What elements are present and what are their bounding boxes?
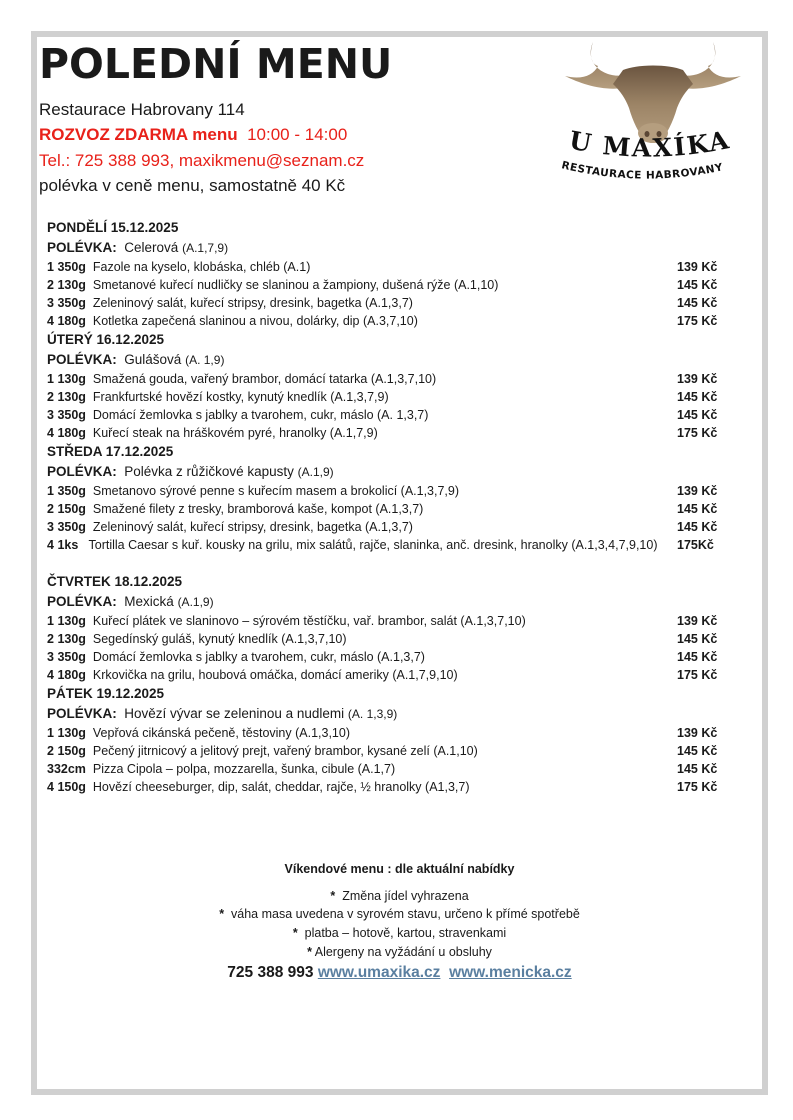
item-price: 145 Kč bbox=[677, 296, 718, 310]
item-price: 145 Kč bbox=[677, 744, 718, 758]
item-description: Kuřecí plátek ve slaninovo – sýrovém těstíčku, vař. brambor, salát (A.1,3,7,10) bbox=[92, 614, 526, 628]
item-description: Vepřová cikánská pečeně, těstoviny (A.1,3,10) bbox=[92, 726, 350, 740]
soup-name: Mexická bbox=[124, 594, 174, 609]
restaurant-address: Restaurace Habrovany 114 bbox=[39, 100, 245, 119]
item-number: 1 bbox=[47, 260, 54, 274]
item-number: 3 bbox=[47, 520, 54, 534]
item-price: 175 Kč bbox=[677, 780, 718, 794]
item-description: Krkovička na grilu, houbová omáčka, domácí ameriky (A.1,7,9,10) bbox=[92, 668, 458, 682]
item-number: 2 bbox=[47, 632, 54, 646]
item-weight: 350g bbox=[57, 408, 86, 422]
item-price: 145 Kč bbox=[677, 408, 718, 422]
item-number: 4 bbox=[47, 538, 54, 552]
item-weight: 350g bbox=[57, 260, 86, 274]
item-number: 3 bbox=[47, 296, 54, 310]
item-description: Segedínský guláš, kynutý knedlík (A.1,3,7,10) bbox=[92, 632, 347, 646]
menu-item bbox=[47, 536, 737, 572]
item-number: 1 bbox=[47, 372, 54, 386]
soup-name: Polévka z růžičkové kapusty bbox=[124, 464, 294, 479]
item-weight: 350g bbox=[57, 650, 86, 664]
item-price: 145 Kč bbox=[677, 520, 718, 534]
website-link[interactable]: www.umaxika.cz bbox=[317, 964, 441, 981]
item-price: 175 Kč bbox=[677, 314, 718, 328]
day-heading-thursday: ČTVRTEK 18.12.2025 bbox=[47, 574, 183, 589]
item-price: 175 Kč bbox=[677, 426, 718, 440]
item-description: Pečený jitrnicový a jelitový prejt, vařený brambor, kysané zelí (A.1,10) bbox=[92, 744, 478, 758]
item-number: 2 bbox=[47, 278, 54, 292]
item-description: Smažené filety z tresky, bramborová kaše, kompot (A.1,3,7) bbox=[92, 502, 424, 516]
menu-item bbox=[47, 312, 737, 330]
item-number: 3 bbox=[47, 650, 54, 664]
delivery-line bbox=[39, 125, 347, 145]
day-heading-wednesday: STŘEDA 17.12.2025 bbox=[47, 444, 174, 459]
menu-item bbox=[47, 666, 737, 684]
item-price: 139 Kč bbox=[677, 260, 718, 274]
soup-line bbox=[47, 238, 737, 258]
item-price: 145 Kč bbox=[677, 278, 718, 292]
menu-item bbox=[47, 388, 737, 406]
item-price: 175Kč bbox=[677, 538, 714, 552]
item-description: Pizza Cipola – polpa, mozzarella, šunka, cibule (A.1,7) bbox=[92, 762, 396, 776]
item-number: 4 bbox=[47, 668, 54, 682]
soup-line bbox=[47, 350, 737, 370]
menu-item bbox=[47, 630, 737, 648]
item-description: Fazole na kyselo, klobáska, chléb (A.1) bbox=[92, 260, 311, 274]
item-price: 145 Kč bbox=[677, 502, 718, 516]
soup-label: POLÉVKA: bbox=[47, 352, 117, 367]
item-number: 4 bbox=[47, 426, 54, 440]
menu-item bbox=[47, 500, 737, 518]
item-description: Kuřecí steak na hráškovém pyré, hranolky (A.1,7,9) bbox=[92, 426, 378, 440]
logo-name: U MAXÍKA bbox=[566, 124, 733, 163]
soup-line bbox=[47, 704, 737, 724]
soup-label: POLÉVKA: bbox=[47, 594, 117, 609]
item-weight: 150g bbox=[57, 780, 86, 794]
item-description: Tortilla Caesar s kuř. kousky na grilu, mix salátů, rajče, slaninka, anč. dresink, hranolky (A.1,3,4,7,9,10) bbox=[88, 538, 658, 552]
soup-label: POLÉVKA: bbox=[47, 240, 117, 255]
item-number: 2 bbox=[47, 744, 54, 758]
item-description: Smetanové kuřecí nudličky se slaninou a žampiony, dušená rýže (A.1,10) bbox=[92, 278, 499, 292]
menu-item bbox=[47, 258, 737, 276]
soup-allergens: (A. 1,3,9) bbox=[347, 707, 398, 721]
soup-name: Gulášová bbox=[124, 352, 182, 367]
menu-item bbox=[47, 724, 737, 742]
menu-item bbox=[47, 518, 737, 536]
soup-allergens: (A.1,9) bbox=[297, 465, 334, 479]
item-number: 3 bbox=[47, 408, 54, 422]
item-description: Smetanovo sýrové penne s kuřecím masem a brokolicí (A.1,3,7,9) bbox=[92, 484, 460, 498]
soup-label: POLÉVKA: bbox=[47, 706, 117, 721]
item-weight: 130g bbox=[57, 632, 86, 646]
item-price: 145 Kč bbox=[677, 390, 718, 404]
logo-subtitle: RESTAURACE HABROVANY bbox=[560, 159, 725, 182]
delivery-hours: 10:00 - 14:00 bbox=[247, 125, 348, 144]
item-weight: 350g bbox=[57, 296, 86, 310]
soup-allergens: (A. 1,9) bbox=[185, 353, 225, 367]
item-number: 1 bbox=[47, 726, 54, 740]
menu-list bbox=[47, 218, 737, 796]
soup-label: POLÉVKA: bbox=[47, 464, 117, 479]
item-price: 139 Kč bbox=[677, 484, 718, 498]
delivery-label: ROZVOZ ZDARMA menu bbox=[39, 125, 238, 144]
menicka-link[interactable]: www.menicka.cz bbox=[449, 964, 572, 981]
item-description: Smažená gouda, vařený brambor, domácí tatarka (A.1,3,7,10) bbox=[92, 372, 437, 386]
restaurant-logo bbox=[553, 36, 753, 196]
item-number: 4 bbox=[47, 314, 54, 328]
item-number: 1 bbox=[47, 614, 54, 628]
svg-text:RESTAURACE HABROVANY bbox=[560, 159, 724, 181]
item-price: 145 Kč bbox=[677, 762, 718, 776]
menu-item bbox=[47, 742, 737, 760]
item-description: Domácí žemlovka s jablky a tvarohem, cukr, máslo (A. 1,3,7) bbox=[92, 408, 429, 422]
item-price: 139 Kč bbox=[677, 614, 718, 628]
soup-line bbox=[47, 462, 737, 482]
footer-contact bbox=[31, 964, 768, 982]
item-price: 145 Kč bbox=[677, 632, 718, 646]
item-weight: 150g bbox=[57, 502, 86, 516]
menu-item bbox=[47, 276, 737, 294]
soup-line bbox=[47, 592, 737, 612]
item-weight: 32cm bbox=[53, 762, 86, 776]
item-number: 1 bbox=[47, 484, 54, 498]
item-weight: 350g bbox=[57, 520, 86, 534]
item-weight: 180g bbox=[57, 426, 86, 440]
menu-item bbox=[47, 406, 737, 424]
item-number: 4 bbox=[47, 780, 54, 794]
item-description: Kotletka zapečená slaninou a nivou, dolárky, dip (A.3,7,10) bbox=[92, 314, 418, 328]
item-price: 175 Kč bbox=[677, 668, 718, 682]
soup-allergens: (A.1,9) bbox=[177, 595, 214, 609]
contact-line: Tel.: 725 388 993, maxikmenu@seznam.cz bbox=[39, 151, 365, 170]
item-price: 145 Kč bbox=[677, 650, 718, 664]
footer-note: * váha masa uvedena v syrovém stavu, určeno k přímé spotřebě bbox=[219, 907, 580, 921]
weekend-menu-note: Víkendové menu : dle aktuální nabídky bbox=[284, 862, 515, 876]
day-heading-friday: PÁTEK 19.12.2025 bbox=[47, 686, 165, 701]
item-number: 3 bbox=[47, 762, 54, 776]
day-heading-tuesday: ÚTERÝ 16.12.2025 bbox=[47, 332, 165, 347]
item-number: 2 bbox=[47, 390, 54, 404]
item-weight: 130g bbox=[57, 278, 86, 292]
item-weight: 1ks bbox=[57, 538, 79, 552]
item-price: 139 Kč bbox=[677, 726, 718, 740]
soup-allergens: (A.1,7,9) bbox=[182, 241, 229, 255]
footer-note: * platba – hotově, kartou, stravenkami bbox=[292, 926, 507, 940]
item-description: Frankfurtské hovězí kostky, kynutý knedlík (A.1,3,7,9) bbox=[92, 390, 389, 404]
item-description: Hovězí cheeseburger, dip, salát, cheddar, rajče, ½ hranolky (A1,3,7) bbox=[92, 780, 470, 794]
item-description: Zeleninový salát, kuřecí stripsy, dresink, bagetka (A.1,3,7) bbox=[92, 520, 413, 534]
item-weight: 180g bbox=[57, 668, 86, 682]
item-number: 2 bbox=[47, 502, 54, 516]
item-price: 139 Kč bbox=[677, 372, 718, 386]
menu-item bbox=[47, 778, 737, 796]
day-heading-monday: PONDĚLÍ 15.12.2025 bbox=[47, 220, 179, 235]
menu-item bbox=[47, 760, 737, 778]
item-description: Zeleninový salát, kuřecí stripsy, dresink, bagetka (A.1,3,7) bbox=[92, 296, 413, 310]
menu-item bbox=[47, 370, 737, 388]
item-weight: 130g bbox=[57, 726, 86, 740]
footer-phone: 725 388 993 bbox=[227, 964, 314, 981]
menu-item bbox=[47, 612, 737, 630]
item-weight: 130g bbox=[57, 614, 86, 628]
item-weight: 180g bbox=[57, 314, 86, 328]
item-description: Domácí žemlovka s jablky a tvarohem, cukr, máslo (A.1,3,7) bbox=[92, 650, 425, 664]
menu-item bbox=[47, 424, 737, 442]
menu-item bbox=[47, 482, 737, 500]
soup-price-note: polévka v ceně menu, samostatně 40 Kč bbox=[39, 176, 346, 195]
item-weight: 130g bbox=[57, 390, 86, 404]
item-weight: 150g bbox=[57, 744, 86, 758]
footer-note: * Změna jídel vyhrazena bbox=[330, 889, 469, 903]
footer-note: * Alergeny na vyžádání u obsluhy bbox=[307, 945, 492, 959]
menu-item bbox=[47, 648, 737, 666]
item-weight: 350g bbox=[57, 484, 86, 498]
item-weight: 130g bbox=[57, 372, 86, 386]
soup-name: Celerová bbox=[124, 240, 179, 255]
menu-item bbox=[47, 294, 737, 312]
soup-name: Hovězí vývar se zeleninou a nudlemi bbox=[124, 706, 345, 721]
page-title: POLEDNÍ MENU bbox=[39, 40, 393, 88]
